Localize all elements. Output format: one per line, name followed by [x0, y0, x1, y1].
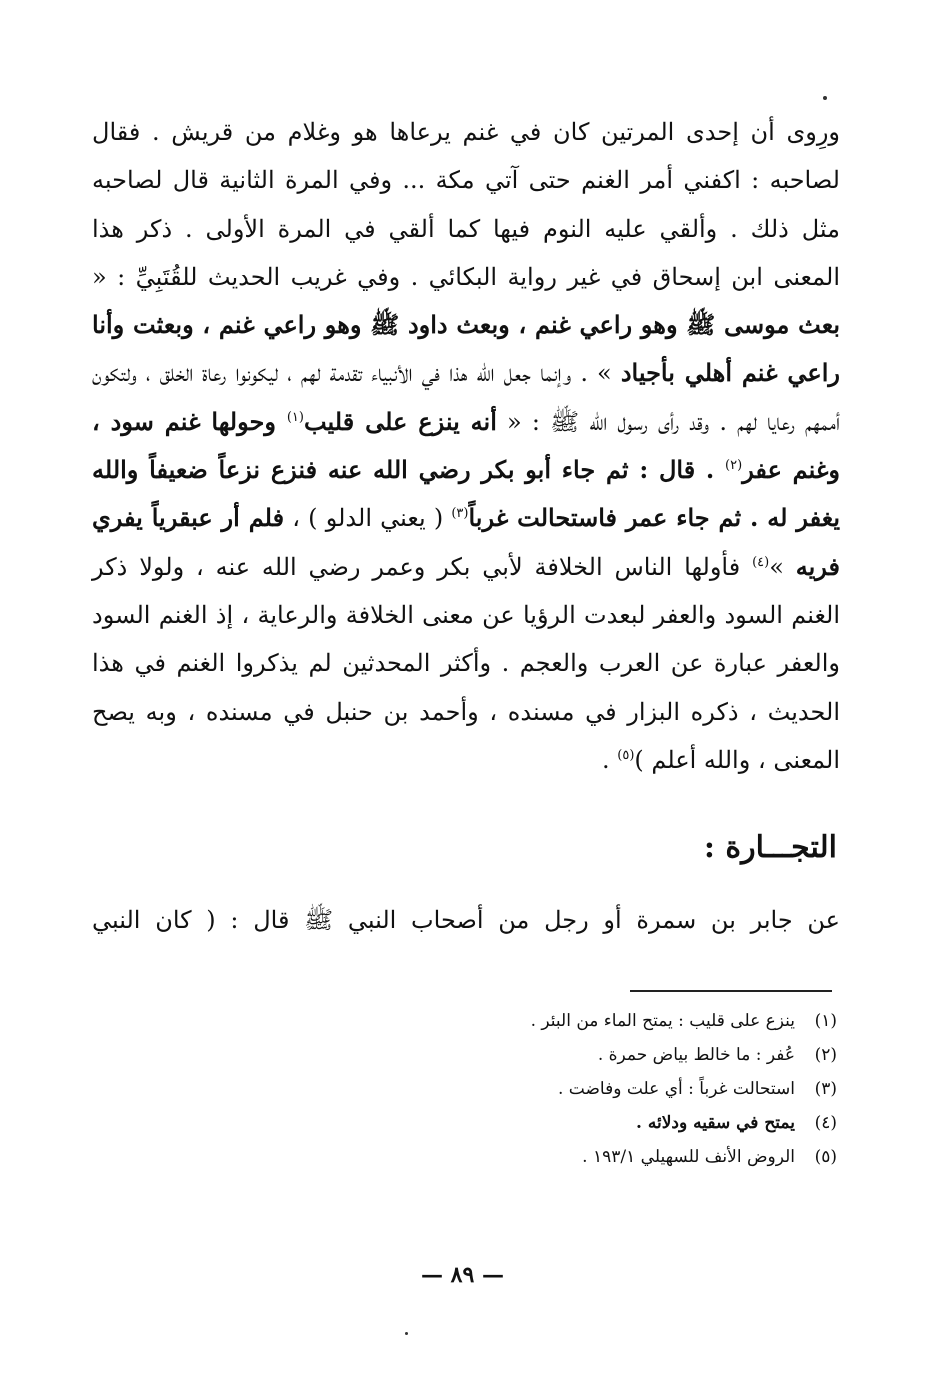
footnote-text: استحالت غرباً : أي علت وفاضت . [558, 1079, 795, 1099]
hadith-quote-bold: فلم أر عبقرياً يفري فريه [92, 503, 840, 581]
section-heading: التجـــارة : [703, 830, 837, 865]
footnote-item [337, 1106, 837, 1140]
section-first-line: عن جابر بن سمرة أو رجل من أصحاب النبي ﷺ قال : ( كان النبي [92, 906, 840, 934]
text-run: ورِوى أن إحدى المرتين كان في غنم يرعاها هو وغلام من قريش . فقال لصاحبه : اكفني أمر الغنم حتى آتي مكة ... وفي المرة الثانية قال لصاحبه مثل ذلك . وألقي عليه النوم فيها كما ألقي في المرة الأولى . ذكر هذا المعنى ابن إسحاق في غير رواية البكائي . وفي غريب الحديث للقُتَبِيِّ : « [92, 118, 840, 291]
footnote-divider [630, 990, 832, 992]
footnote-ref: (٥) [617, 747, 635, 763]
footnote-text: عُفر : ما خالط بياض حمرة . [597, 1045, 795, 1065]
text-run: . [602, 745, 618, 774]
footnote-number: (٥) [814, 1147, 837, 1167]
footnote-number: (١) [814, 1011, 837, 1031]
footnotes-list [337, 1004, 837, 1174]
footnote-item [337, 1072, 837, 1106]
footnote-text: ينزع على قليب : يمتح الماء من البئر . [530, 1011, 795, 1031]
hadith-quote-bold: بعث موسى ﷺ وهو راعي غنم ، وبعث داود ﷺ وهو راعي غنم ، وبعثت وأنا راعي غنم أهلي بأجياد [92, 310, 841, 388]
text-run: فأولها الناس الخلافة لأبي بكر وعمر رضي الله عنه ، ولولا ذكر الغنم السود والعفر لبعدت الرؤيا عن معنى الخلافة والرعاية ، إذ الغنم السود والعفر عبارة عن العرب والعجم . وأكثر المحدثين لم يذكروا الغنم في هذا الحديث ، ذكره البزار في مسنده ، وأحمد بن حنبل في مسنده ، وبه يصح المعنى ، والله أعلم ) [92, 552, 840, 774]
footnote-number: (٣) [814, 1079, 837, 1099]
text-run: ( يعني الدلو ) ، [284, 504, 452, 533]
hadith-quote-bold: . قال : ثم جاء أبو بكر رضي الله عنه فنزع نزعاً ضعيفاً والله يغفر له . ثم جاء عمر فاستحالت غرباً [92, 455, 841, 533]
footnote-ref: (١) [286, 409, 304, 425]
footnote-ref: (٤) [752, 554, 770, 570]
footnote-ref: (٣) [451, 506, 469, 522]
footnote-ref: (٢) [725, 458, 743, 474]
scan-mark [405, 1332, 408, 1335]
footnote-item [337, 1140, 837, 1174]
main-text-block [92, 108, 840, 784]
footnote-text: يمتح في سقيه ودلائه . [636, 1113, 795, 1133]
scan-mark [823, 96, 827, 100]
footnote-item [337, 1004, 837, 1038]
hadith-quote-bold: وحولها غنم سود ، وغنم عفر [92, 406, 840, 485]
hadith-quote-bold: أنه ينزع على قليب [303, 406, 497, 436]
footnote-item [337, 1038, 837, 1072]
text-run: » [769, 552, 796, 581]
text-run: » . وإنما جعل الله هذا في الأنبياء تقدمة لهم ، ليكونوا رعاة الخلق ، ولتكون أممهم رعايا لهم . وقد رأى رسول الله ﷺ : « [92, 359, 841, 436]
footnote-number: (٤) [814, 1113, 837, 1133]
main-paragraph [92, 108, 840, 784]
page-number: — ٨٩ — [421, 1262, 504, 1288]
footnote-text: الروض الأنف للسهيلي ١٩٣/١ . [582, 1147, 795, 1167]
footnote-number: (٢) [814, 1045, 837, 1065]
